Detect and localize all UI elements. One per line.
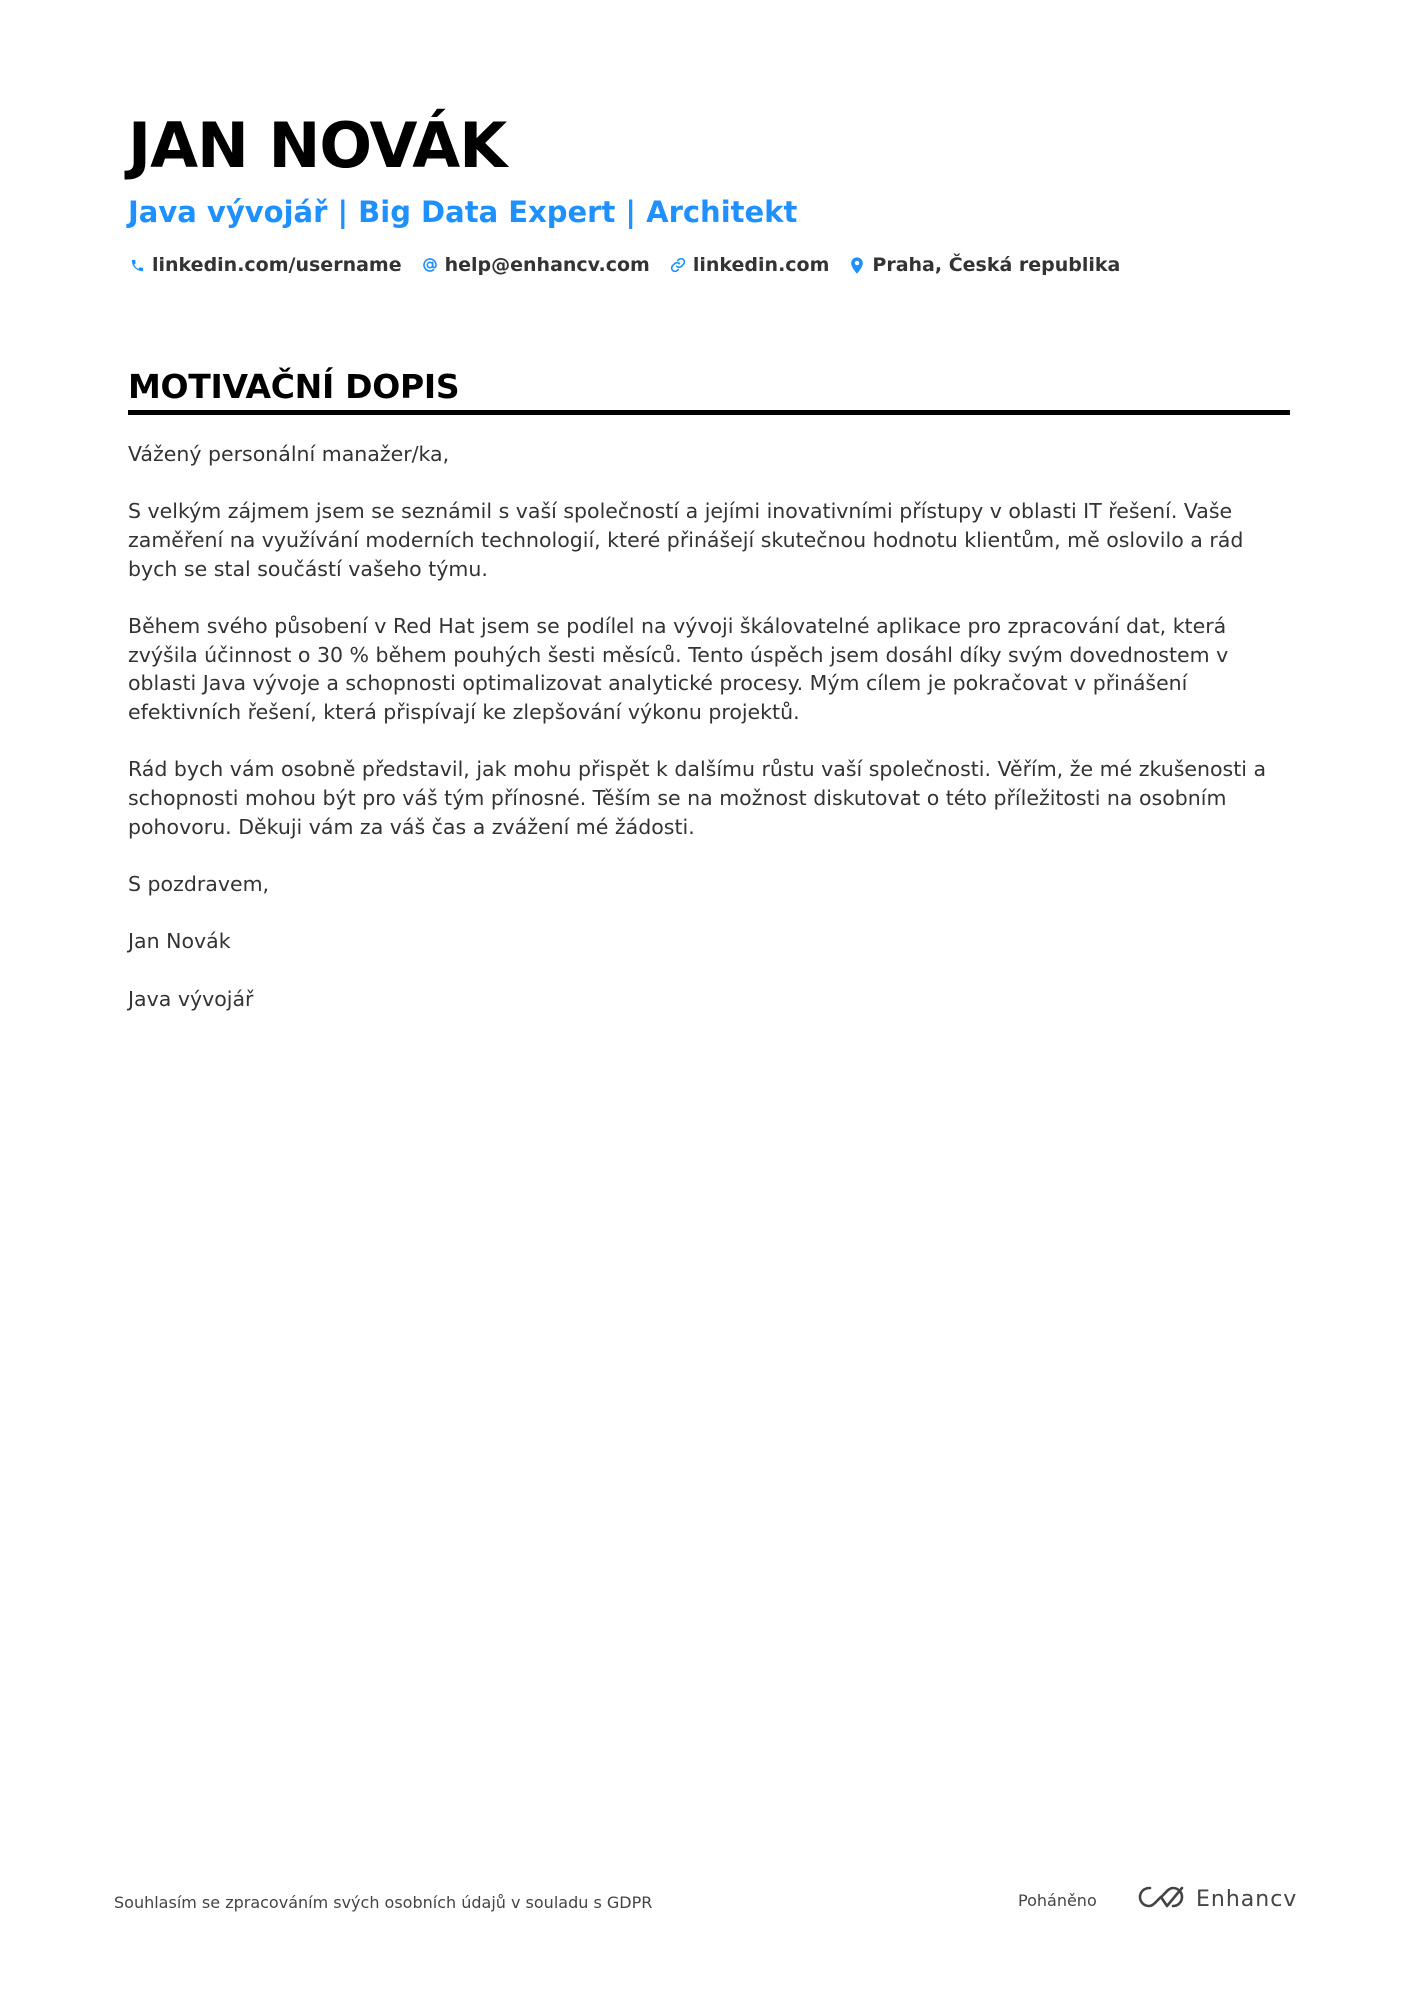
contact-link-text: linkedin.com — [692, 254, 830, 276]
letter-paragraph: S velkým zájmem jsem se seznámil s vaší společností a jejími inovativními přístupy v oblasti IT řešení. Vaše zaměření na využívání moderních technologií, které přinášejí skutečnou hodnotu klientům, mě oslovilo a rád bych se stal součástí vašeho týmu. — [128, 499, 1244, 581]
contact-email-text: help@enhancv.com — [444, 254, 650, 276]
gdpr-consent: Souhlasím se zpracováním svých osobních údajů v souladu s GDPR — [114, 1893, 653, 1912]
enhancv-logo[interactable] — [1138, 1884, 1297, 1915]
phone-icon — [128, 256, 146, 274]
header — [128, 108, 1288, 276]
letter-signature-name: Jan Novák — [128, 929, 231, 954]
contact-phone — [128, 254, 402, 276]
letter-paragraph: Během svého působení v Red Hat jsem se podílel na vývoji škálovatelné aplikace pro zpracování dat, která zvýšila účinnost o 30 % během pouhých šesti měsíců. Tento úspěch jsem dosáhl díky svým dovednostem v oblasti Java vývoje a schopnosti optimalizovat analytické procesy. Mým cílem je pokračovat v přinášení efektivních řešení, která přispívají ke zlepšování výkonu projektů. — [128, 614, 1229, 725]
powered-by-label: Poháněno — [1018, 1891, 1097, 1910]
location-pin-icon — [848, 256, 866, 274]
contact-email — [421, 254, 650, 276]
letter-closing: S pozdravem, — [128, 872, 270, 897]
at-icon — [421, 256, 439, 274]
enhancv-brand-text: Enhancv — [1196, 1887, 1298, 1912]
contact-location — [848, 254, 1120, 276]
letter-signature-title: Java vývojář — [128, 986, 254, 1011]
contact-location-text: Praha, Česká republika — [872, 254, 1121, 276]
letter-body — [128, 440, 1293, 1042]
contact-bar — [128, 254, 1288, 276]
enhancv-logo-icon — [1138, 1884, 1184, 1915]
letter-salutation: Vážený personální manažer/ka, — [128, 442, 450, 466]
section-divider — [128, 410, 1290, 415]
contact-link — [669, 254, 830, 276]
candidate-name: JAN NOVÁK — [128, 109, 507, 182]
contact-phone-text: linkedin.com/username — [152, 254, 402, 276]
candidate-headline: Java vývojář | Big Data Expert | Architekt — [128, 195, 798, 229]
link-icon — [669, 256, 687, 274]
letter-paragraph: Rád bych vám osobně představil, jak mohu přispět k dalšímu růstu vaší společnosti. Věřím, že mé zkušenosti a schopnosti mohou být pro váš tým přínosné. Těším se na možnost diskutovat o této příležitosti na osobním pohovoru. Děkuji vám za váš čas a zvážení mé žádosti. — [128, 757, 1267, 839]
section-title: MOTIVAČNÍ DOPIS — [128, 367, 460, 406]
